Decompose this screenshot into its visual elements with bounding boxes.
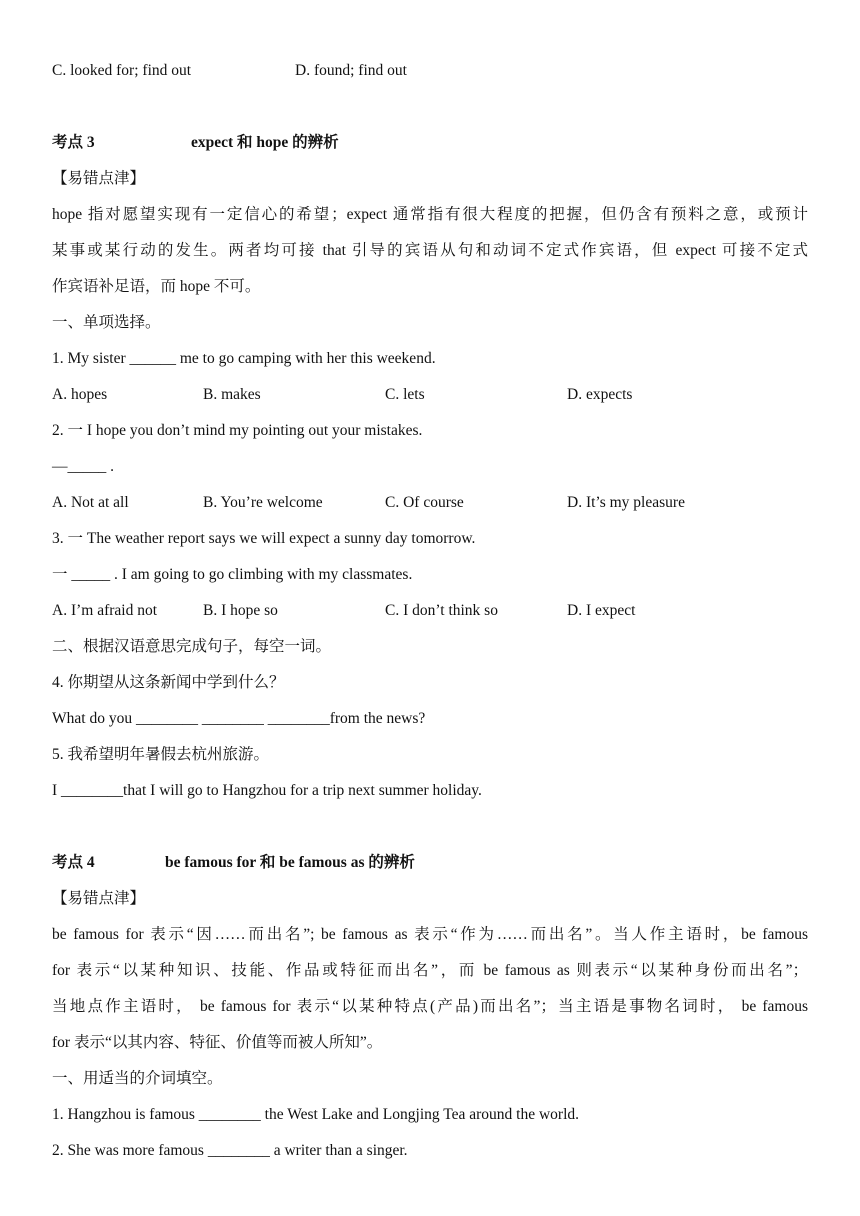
section4-part1-title: 一、用适当的介词填空。 <box>52 1070 223 1087</box>
section3-title: expect 和 hope 的辨析 <box>191 134 339 151</box>
q4-english: What do you ________ ________ ________from the news? <box>52 710 426 727</box>
q1-option-d: D. expects <box>567 386 633 403</box>
q2-stem: 2. 一 I hope you don’t mind my pointing out your mistakes. <box>52 422 423 439</box>
q3-option-b: B. I hope so <box>203 602 278 619</box>
top-option-c: C. looked for; find out <box>52 62 192 79</box>
q1-option-c: C. lets <box>385 386 425 403</box>
q2-option-a: A. Not at all <box>52 494 129 511</box>
q3-option-d: D. I expect <box>567 602 636 619</box>
q3-reply: 一 _____ . I am going to go climbing with my classmates. <box>52 566 413 583</box>
section3-tag: 【易错点津】 <box>52 170 146 187</box>
q2-reply: —_____ . <box>52 458 114 475</box>
q1-stem: 1. My sister ______ me to go camping with her this weekend. <box>52 350 436 367</box>
q2-option-d: D. It’s my pleasure <box>567 494 685 511</box>
q2-option-c: C. Of course <box>385 494 464 511</box>
s4-q1: 1. Hangzhou is famous ________ the West Lake and Longjing Tea around the world. <box>52 1106 579 1123</box>
section3-heading <box>52 133 339 153</box>
section3-part2-title: 二、根据汉语意思完成句子，每空一词。 <box>52 638 332 655</box>
q1-option-a: A. hopes <box>52 386 108 403</box>
q3-option-a: A. I’m afraid not <box>52 602 158 619</box>
section4-tag: 【易错点津】 <box>52 890 146 907</box>
section4-para-line-2: for 表示“以某种知识、技能、作品或特征而出名”，而 be famous as 则表示“以某种身份而出名”； <box>52 962 808 979</box>
section4-para-line-3: 当地点作主语时， be famous for 表示“以某种特点(产品)而出名”；当主语是事物名词时， be famous <box>52 998 808 1015</box>
s4-q2: 2. She was more famous ________ a writer than a singer. <box>52 1142 408 1159</box>
section4-para-line-4: for 表示“以其内容、特征、价值等而被人所知”。 <box>52 1034 383 1051</box>
section3-para-line-3: 作宾语补足语，而 hope 不可。 <box>52 278 261 295</box>
section4-para-line-1: be famous for 表示“因……而出名”; be famous as 表示“作为……而出名”。当人作主语时，be famous <box>52 926 808 943</box>
q1-option-b: B. makes <box>203 386 261 403</box>
q3-option-c: C. I don’t think so <box>385 602 498 619</box>
section3-para-line-1: hope 指对愿望实现有一定信心的希望；expect 通常指有很大程度的把握，但仍含有预料之意，或预计 <box>52 206 808 223</box>
section3-para-line-2: 某事或某行动的发生。两者均可接 that 引导的宾语从句和动词不定式作宾语，但 expect 可接不定式 <box>52 242 808 259</box>
section4-title: be famous for 和 be famous as 的辨析 <box>165 854 415 871</box>
q4-chinese: 4. 你期望从这条新闻中学到什么？ <box>52 674 285 691</box>
section4-heading <box>52 853 415 873</box>
q5-chinese: 5. 我希望明年暑假去杭州旅游。 <box>52 746 270 763</box>
section4-label: 考点 4 <box>52 854 95 871</box>
top-option-d: D. found; find out <box>295 62 407 79</box>
section3-part1-title: 一、单项选择。 <box>52 314 161 331</box>
section3-label: 考点 3 <box>52 134 95 151</box>
q3-stem: 3. 一 The weather report says we will expect a sunny day tomorrow. <box>52 530 476 547</box>
q2-option-b: B. You’re welcome <box>203 494 323 511</box>
q5-english: I ________that I will go to Hangzhou for a trip next summer holiday. <box>52 782 482 799</box>
